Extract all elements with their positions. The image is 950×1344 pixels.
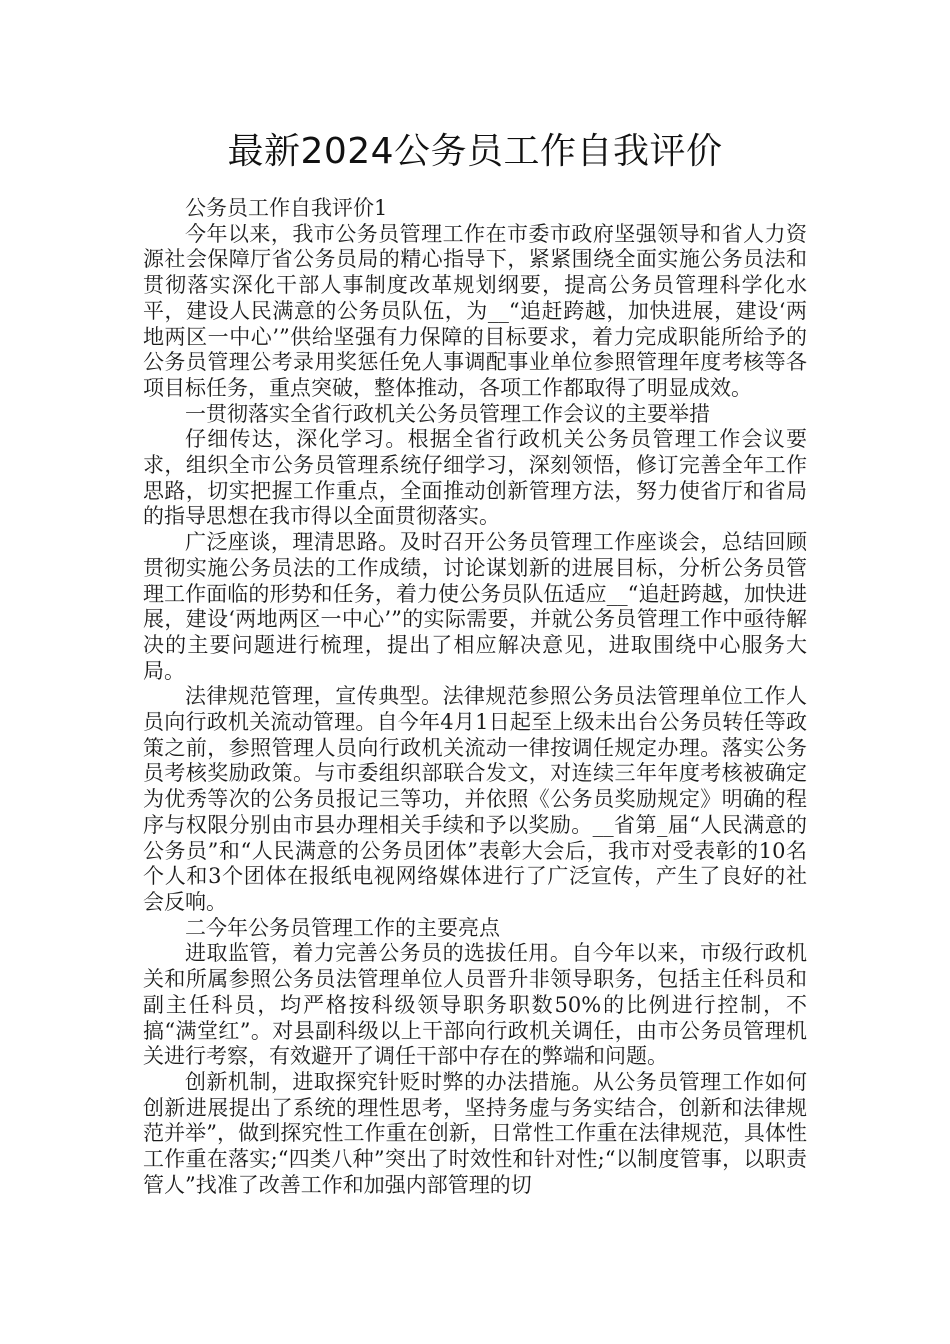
section-heading: 公务员工作自我评价1 [185,196,388,220]
body-paragraph: 仔细传达，深化学习。根据全省行政机关公务员管理工作会议要求，组织全市公务员管理系统仔细学习，深刻领悟，修订完善全年工作思路，切实把握工作重点，全面推动创新管理方法，努力使省厅和省局的指导思想在我市得以全面贯彻落实。 [143,427,807,529]
body-paragraph: 法律规范管理，宣传典型。法律规范参照公务员法管理单位工作人员向行政机关流动管理。自今年4月1日起至上级未出台公务员转任等政策之前，参照管理人员向行政机关流动一律按调任规定办理。落实公务员考核奖励政策。与市委组织部联合发文，对连续三年年度考核被确定为优秀等次的公务员报记三等功，并依照《公务员奖励规定》明确的程序与权限分别由市县办理相关手续和予以奖励。__省第_届“人民满意的公务员”和“人民满意的公务员团体”表彰大会后，我市对受表彰的10名个人和3个团体在报纸电视网络媒体进行了广泛宣传，产生了良好的社会反响。 [143,684,807,914]
body-paragraph: 创新机制，进取探究针贬时弊的办法措施。从公务员管理工作如何创新进展提出了系统的理性思考，坚持务虚与务实结合，创新和法律规范并举”，做到探究性工作重在创新，日常性工作重在法律规范，具体性工作重在落实;“四类八种”突出了时效性和针对性;“以制度管事，以职责管人”找准了改善工作和加强内部管理的切 [143,1069,807,1197]
body-paragraph: 广泛座谈，理清思路。及时召开公务员管理工作座谈会，总结回顾贯彻实施公务员法的工作成绩，讨论谋划新的进展目标，分析公务员管理工作面临的形势和任务，着力使公务员队伍适应__“追赶跨越，加快进展，建设‘两地两区一中心’”的实际需要，并就公务员管理工作中亟待解决的主要问题进行梳理，提出了相应解决意见，进取围绕中心服务大局。 [143,530,807,683]
section-heading: 一贯彻落实全省行政机关公务员管理工作会议的主要举措 [185,401,710,426]
body-paragraph: 进取监管，着力完善公务员的选拔任用。自今年以来，市级行政机关和所属参照公务员法管理单位人员晋升非领导职务，包括主任科员和副主任科员，均严格按科级领导职务职数50%的比例进行控制，不搞“满堂红”。对县副科级以上干部向行政机关调任，由市公务员管理机关进行考察，有效避开了调任干部中存在的弊端和问题。 [143,941,807,1069]
body-paragraph: 今年以来，我市公务员管理工作在市委市政府坚强领导和省人力资源社会保障厅省公务员局的精心指导下，紧紧围绕全面实施公务员法和贯彻落实深化干部人事制度改革规划纲要，提高公务员管理科学化水平，建设人民满意的公务员队伍，为__“追赶跨越，加快进展，建设‘两地两区一中心’”供给坚强有力保障的目标要求，着力完成职能所给予的公务员管理公考录用奖惩任免人事调配事业单位参照管理年度考核等各项目标任务，重点突破，整体推动，各项工作都取得了明显成效。 [143,221,807,400]
section-heading: 二今年公务员管理工作的主要亮点 [185,915,500,940]
document-title: 最新2024公务员工作自我评价 [227,131,723,172]
document-body [143,196,807,1198]
